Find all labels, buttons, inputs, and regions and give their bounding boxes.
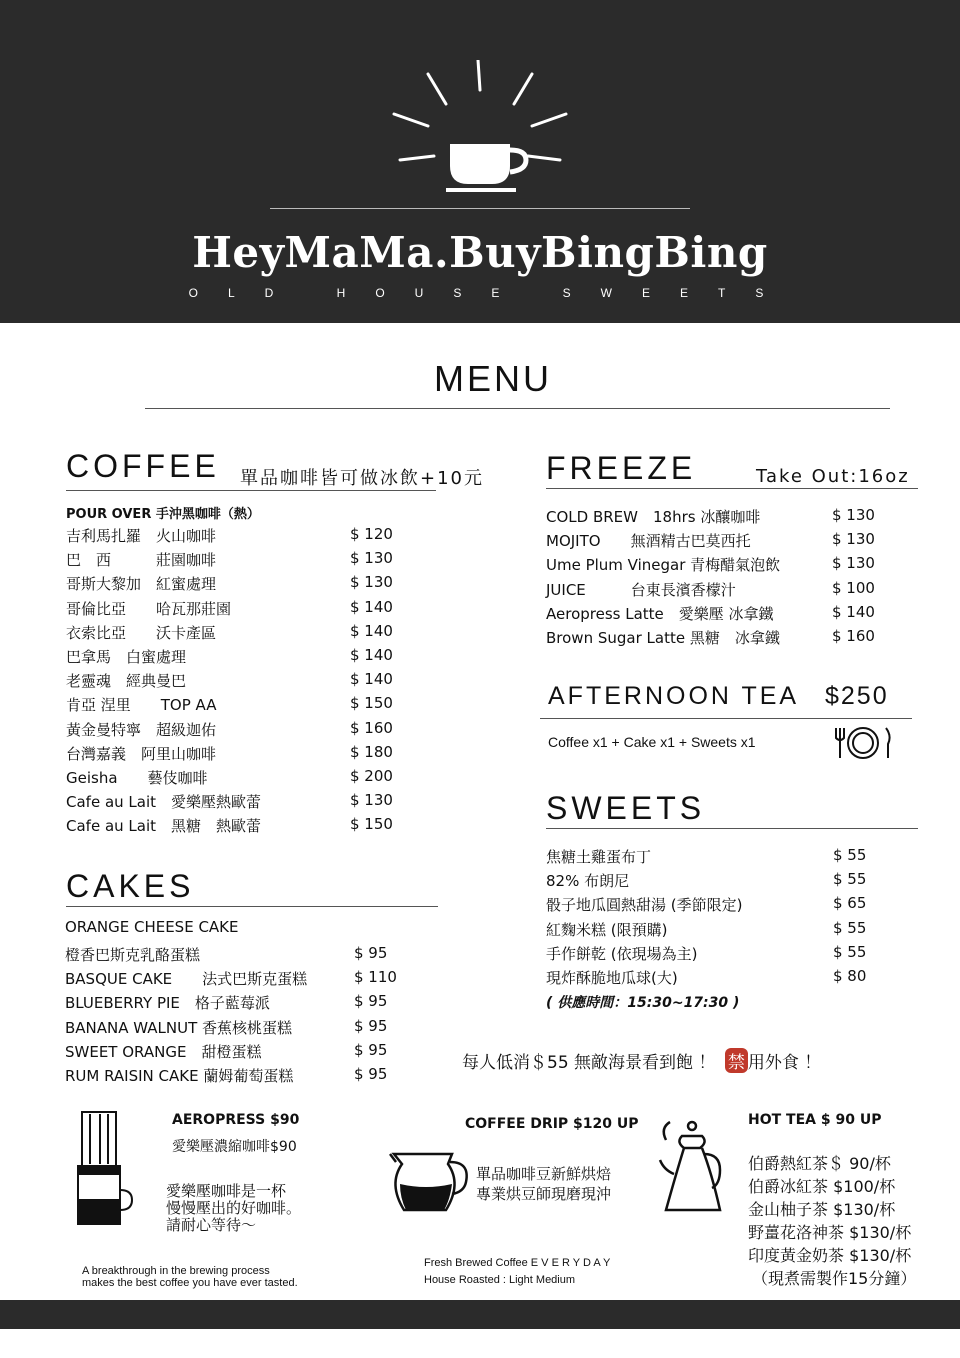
menu-item-price: $ 80 [833, 967, 867, 985]
menu-item-price: $ 120 [350, 525, 393, 543]
hot-tea-item: 印度黃金奶茶 $130/杯 [748, 1246, 912, 1265]
aeropress-desc-2: 慢慢壓出的好咖啡。 [166, 1199, 302, 1217]
menu-item-name: 橙香巴斯克乳酪蛋糕 [65, 946, 201, 964]
footer-bar [0, 1300, 960, 1329]
menu-item-price: $ 130 [832, 554, 875, 573]
menu-item-name: 巴拿馬 白蜜處理 [66, 648, 187, 666]
menu-item-row [66, 670, 420, 690]
menu-item-name: 哥倫比亞 哈瓦那莊園 [66, 599, 232, 618]
menu-item-price: $ 95 [354, 1065, 388, 1083]
aeropress-icon [72, 1110, 136, 1228]
menu-item-row [65, 1017, 424, 1037]
menu-item-row [546, 579, 902, 599]
menu-item-name: COLD BREW 18hrs 冰釀咖啡 [546, 508, 761, 526]
hot-tea-item: 伯爵熱紅茶＄ 90/杯 [748, 1154, 891, 1173]
brand-tagline: OLD HOUSE SWEETS [188, 286, 794, 300]
menu-item-name: Geisha 藝伎咖啡 [66, 769, 208, 787]
menu-item-row [66, 767, 420, 787]
hot-tea-item: 金山柚子茶 $130/杯 [748, 1200, 896, 1219]
hot-tea-item: 野薑花洛神茶 $130/杯 [748, 1223, 912, 1242]
coffee-rule [66, 490, 436, 491]
menu-item-row [65, 1041, 424, 1061]
menu-item-row [66, 791, 420, 811]
coffee-drip-desc-2: 專業烘豆師現磨現沖 [476, 1185, 612, 1203]
header-banner [0, 0, 960, 323]
menu-item-name: 骰子地瓜圓熱甜湯 (季節限定) [546, 896, 743, 915]
aeropress-foot-2: makes the best coffee you have ever tasted. [82, 1277, 298, 1289]
plate-fork-knife-icon [834, 724, 894, 762]
menu-title-rule [145, 408, 890, 409]
menu-item-name: JUICE 台東長濱香檬汁 [546, 580, 736, 599]
coffee-cup-logo-icon [380, 60, 580, 220]
menu-item-price: $ 55 [833, 942, 867, 961]
menu-item-price: $ 130 [350, 791, 393, 810]
menu-item-price: $ 140 [350, 597, 393, 616]
menu-item-price: $ 55 [833, 918, 867, 937]
no-outside-food-text: 用外食 ！ [747, 1053, 822, 1073]
menu-item-price: $ 130 [350, 549, 393, 568]
menu-item-name: 焦糖土雞蛋布丁 [546, 848, 652, 866]
menu-item-price: $ 95 [354, 944, 388, 962]
menu-item-row [66, 573, 420, 593]
menu-item-name: Brown Sugar Latte 黑糖 冰拿鐵 [546, 629, 780, 647]
menu-item-price: $ 95 [354, 1016, 388, 1035]
menu-item-row [66, 694, 420, 714]
menu-item-price: $ 95 [354, 1040, 388, 1059]
menu-item-price: $ 150 [350, 694, 393, 713]
menu-item-row [546, 506, 902, 526]
menu-item-row [66, 815, 420, 835]
menu-item-price: $ 140 [350, 621, 393, 640]
menu-item-name: BANANA WALNUT 香蕉核桃蛋糕 [65, 1018, 293, 1037]
pour-over-subhead: POUR OVER 手沖黑咖啡（熱） [66, 507, 260, 522]
menu-item-name: SWEET ORANGE 甜橙蛋糕 [65, 1042, 262, 1061]
menu-item-price: $ 160 [350, 718, 393, 737]
afternoon-tea-desc: Coffee x1 + Cake x1 + Sweets x1 [548, 734, 756, 750]
afternoon-tea-title: AFTERNOON TEA [548, 682, 800, 710]
menu-item-price: $ 180 [350, 742, 393, 761]
coffee-drip-desc-1: 單品咖啡豆新鮮烘焙 [476, 1165, 612, 1183]
menu-item-row [546, 603, 902, 623]
menu-item-name: 黃金曼特寧 超級迦佑 [66, 720, 217, 739]
menu-item-row [546, 943, 903, 963]
menu-item-name: RUM RAISIN CAKE 蘭姆葡萄蛋糕 [65, 1067, 294, 1085]
menu-item-name: Cafe au Lait 黑糖 熱歐蕾 [66, 817, 262, 836]
menu-item-price: $ 55 [833, 846, 867, 864]
no-outside-food-badge: 禁 [725, 1048, 748, 1073]
menu-item-row [66, 719, 420, 739]
menu-item-name: 巴 西 莊園咖啡 [66, 551, 217, 570]
menu-item-row [546, 846, 903, 866]
menu-item-name: 台灣嘉義 阿里山咖啡 [66, 744, 217, 763]
minimum-charge-note [462, 1048, 821, 1073]
coffee-drip-server-icon [386, 1148, 476, 1218]
menu-item-name: BLUEBERRY PIE 格子藍莓派 [65, 994, 270, 1013]
menu-item-name: 82% 布朗尼 [546, 872, 630, 891]
freeze-rule [546, 488, 918, 489]
hot-tea-title: HOT TEA $ 90 UP [748, 1112, 882, 1128]
freeze-title: FREEZE [546, 450, 697, 486]
menu-item-price: $ 110 [354, 968, 397, 987]
menu-item-row [65, 968, 424, 988]
menu-item-name: Aeropress Latte 愛樂壓 冰拿鐵 [546, 604, 774, 623]
menu-item-row [546, 554, 902, 574]
menu-item-row [546, 530, 902, 550]
freeze-takeout-note: Take Out:16oz [756, 466, 910, 487]
coffee-drip-foot-2: House Roasted : Light Medium [424, 1274, 576, 1286]
menu-item-row [65, 944, 424, 964]
menu-title: MENU [434, 358, 552, 399]
minimum-charge-text: 每人低消＄55 無敵海景看到飽 ！ [462, 1053, 716, 1073]
menu-item-name: 哥斯大黎加 紅蜜處理 [66, 575, 217, 594]
menu-item-name: 手作餅乾 (依現場為主) [546, 944, 698, 963]
menu-item-row [66, 525, 420, 545]
aeropress-subtitle: 愛樂壓濃縮咖啡$90 [172, 1139, 297, 1155]
coffee-drip-title: COFFEE DRIP $120 UP [465, 1116, 639, 1132]
menu-item-price: $ 160 [832, 627, 875, 645]
menu-item-row [66, 549, 420, 569]
menu-item-row [65, 992, 424, 1012]
menu-item-price: $ 140 [350, 670, 393, 689]
menu-item-price: $ 140 [832, 602, 875, 621]
cakes-subhead: ORANGE CHEESE CAKE [65, 918, 239, 936]
menu-item-row [546, 870, 903, 890]
menu-item-name: MOJITO 無酒精古巴莫西托 [546, 532, 751, 551]
menu-item-price: $ 95 [354, 992, 388, 1011]
tea-kettle-icon [656, 1114, 738, 1216]
menu-item-row [65, 1065, 424, 1085]
hot-tea-item: 伯爵冰紅茶 $100/杯 [748, 1177, 896, 1196]
menu-item-row [546, 894, 903, 914]
menu-item-row [66, 598, 420, 618]
menu-item-row [66, 622, 420, 642]
sweets-hours: ( 供應時間：15:30~17:30 ) [546, 995, 740, 1011]
aeropress-desc-1: 愛樂壓咖啡是一杯 [166, 1182, 287, 1200]
menu-item-price: $ 100 [832, 578, 875, 597]
hot-tea-item: （現煮需製作15分鐘） [752, 1269, 917, 1288]
menu-item-row [546, 967, 903, 987]
menu-item-row [546, 627, 902, 647]
brand-name: HeyMaMa.BuyBingBing [192, 228, 768, 277]
menu-item-name: Ume Plum Vinegar 青梅醋氣泡飲 [546, 556, 781, 575]
menu-item-row [546, 919, 903, 939]
afternoon-tea-rule [540, 718, 912, 719]
menu-item-name: 吉利馬扎羅 火山咖啡 [66, 527, 217, 545]
aeropress-foot-1: A breakthrough in the brewing process [82, 1265, 270, 1277]
menu-item-price: $ 130 [832, 506, 875, 524]
menu-item-name: 現炸酥脆地瓜球(大) [546, 969, 678, 987]
menu-item-price: $ 55 [833, 870, 867, 889]
coffee-drip-foot-1: Fresh Brewed Coffee E V E R Y D A Y [424, 1257, 611, 1269]
sweets-title: SWEETS [546, 790, 706, 826]
menu-item-price: $ 65 [833, 894, 867, 913]
menu-item-name: 衣索比亞 沃卡產區 [66, 623, 217, 642]
aeropress-title: AEROPRESS $90 [172, 1112, 300, 1128]
menu-item-row [66, 743, 420, 763]
coffee-title: COFFEE [66, 448, 220, 484]
coffee-iced-note: 單品咖啡皆可做冰飲+10元 [240, 468, 484, 489]
menu-item-name: 紅麴米糕 (限預購) [546, 920, 668, 939]
menu-item-row [66, 646, 420, 666]
menu-item-name: 老靈魂 經典曼巴 [66, 672, 187, 691]
menu-item-price: $ 140 [350, 646, 393, 664]
menu-item-price: $ 130 [350, 573, 393, 592]
menu-item-price: $ 200 [350, 767, 393, 785]
aeropress-desc-3: 請耐心等待～ [166, 1216, 257, 1234]
menu-item-price: $ 130 [832, 530, 875, 549]
header-divider [270, 208, 690, 209]
menu-item-name: BASQUE CAKE 法式巴斯克蛋糕 [65, 970, 308, 989]
cakes-title: CAKES [66, 868, 195, 904]
sweets-rule [546, 828, 918, 829]
afternoon-tea-price: $250 [825, 682, 889, 710]
menu-item-price: $ 150 [350, 815, 393, 834]
cakes-rule [66, 906, 438, 907]
menu-item-name: Cafe au Lait 愛樂壓熱歐蕾 [66, 793, 262, 812]
menu-item-name: 肯亞 涅里 TOP AA [66, 696, 217, 715]
